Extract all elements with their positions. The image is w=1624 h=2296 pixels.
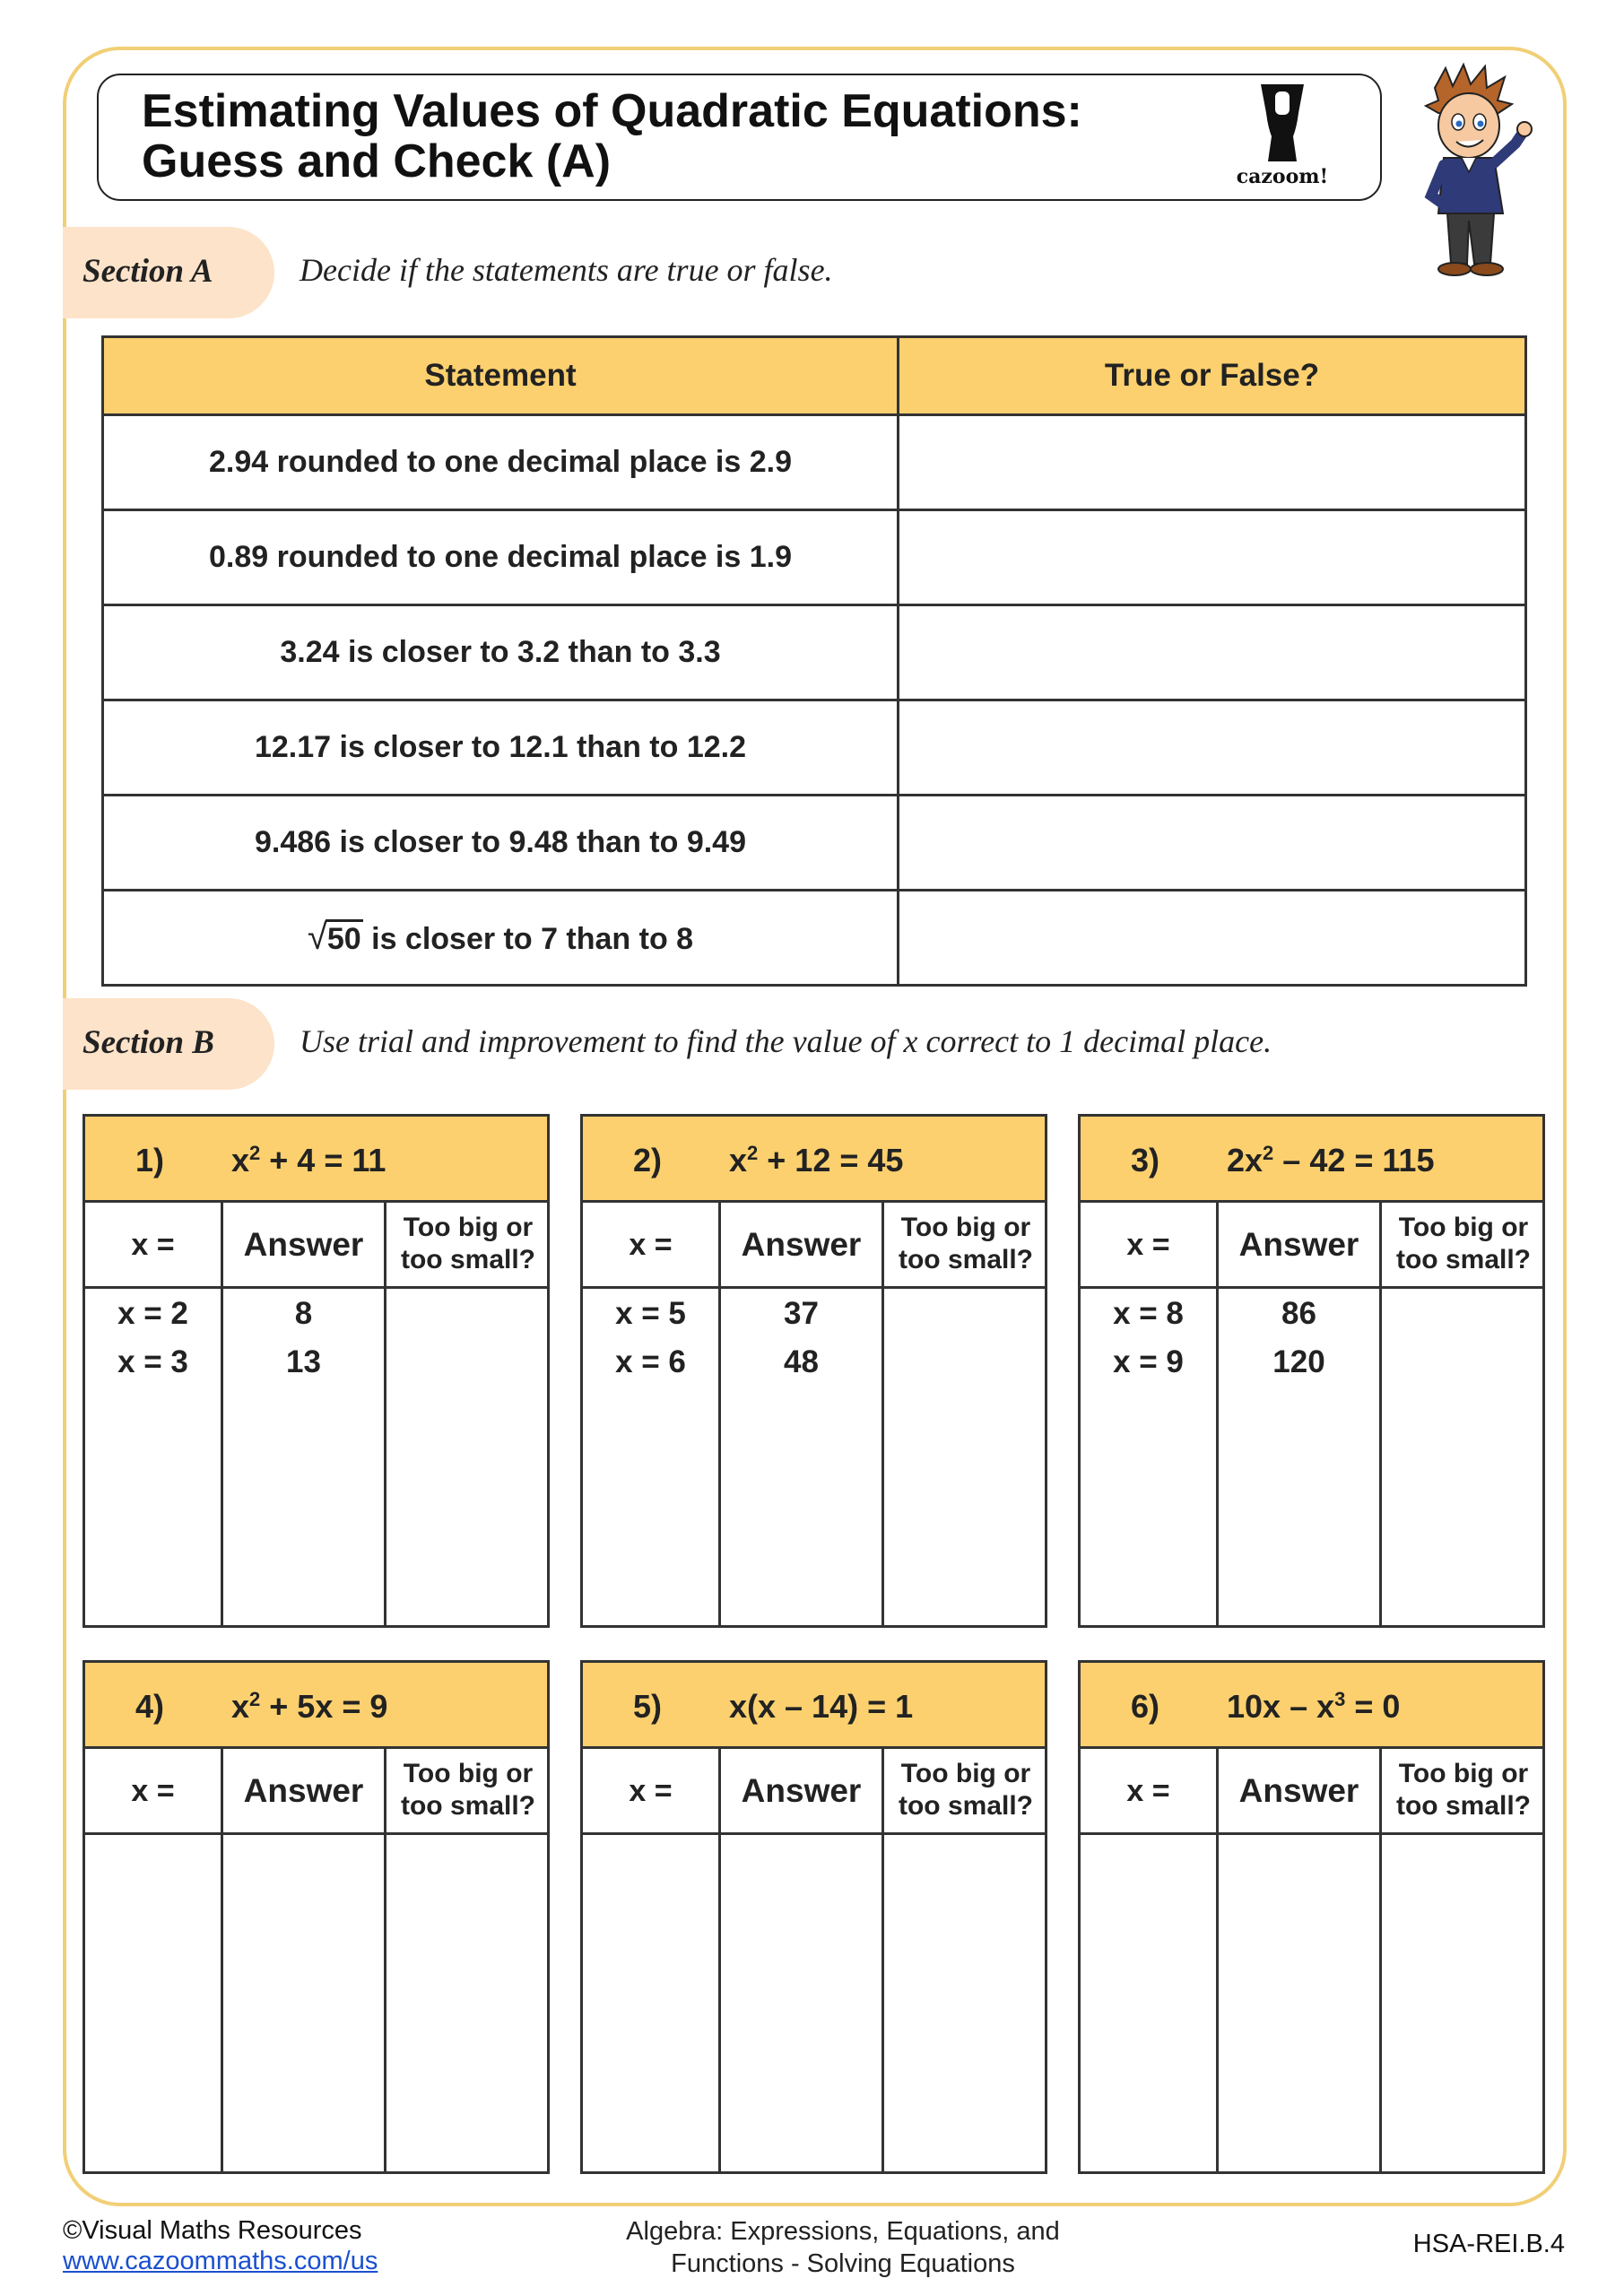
question-number: 4) <box>135 1688 165 1725</box>
too-big-small-header <box>386 1212 550 1276</box>
question-equation <box>729 1688 913 1726</box>
trial-x-value: x = 5 <box>615 1296 686 1331</box>
statement-cell: 9.486 is closer to 9.48 than to 9.49 <box>103 796 899 891</box>
question-header <box>583 1663 1045 1749</box>
question-box <box>1078 1660 1545 2174</box>
header-line: Too big or <box>900 1213 1031 1242</box>
header-line: too small? <box>898 1245 1033 1274</box>
answer-column-header: Answer <box>1238 1772 1359 1809</box>
answer-column-header: Answer <box>741 1226 862 1263</box>
equation-part: x <box>729 1142 748 1178</box>
question-box <box>580 1114 1047 1628</box>
question-number: 5) <box>633 1688 663 1725</box>
question-number: 1) <box>135 1142 165 1178</box>
table-row <box>103 796 1526 891</box>
too-big-small-header <box>386 1758 550 1822</box>
statement-cell <box>103 891 899 986</box>
boy-mascot-illustration <box>1399 61 1542 285</box>
equation-part: x <box>231 1688 250 1725</box>
column-divider <box>221 1203 223 1625</box>
answer-column-header: Answer <box>243 1226 364 1263</box>
question-box <box>580 1660 1047 2174</box>
header-line: too small? <box>898 1791 1033 1821</box>
trial-answer-value: 8 <box>294 1296 313 1331</box>
question-equation <box>231 1688 387 1726</box>
answer-cell[interactable] <box>899 605 1526 700</box>
square-root-icon: √ <box>307 918 327 957</box>
answer-column-header: Answer <box>243 1772 364 1809</box>
answer-cell[interactable] <box>899 700 1526 796</box>
answer-cell[interactable] <box>899 415 1526 510</box>
equation-part: + 12 = 45 <box>758 1142 904 1178</box>
x-column-header: x = <box>1126 1774 1170 1808</box>
too-big-small-header <box>884 1758 1047 1822</box>
equation-exponent: 3 <box>1334 1688 1346 1710</box>
question-equation <box>231 1142 386 1179</box>
section-b-tab <box>63 998 274 1090</box>
section-a-label: Section A <box>83 253 213 290</box>
question-equation <box>1227 1688 1400 1726</box>
copyright-text: ©Visual Maths Resources <box>63 2216 362 2245</box>
trial-answer-value: 13 <box>286 1344 321 1379</box>
answer-column-header: Answer <box>741 1772 862 1809</box>
footer-topic <box>574 2215 1112 2280</box>
equation-exponent: 2 <box>249 1688 261 1710</box>
logo-text: cazoom! <box>1236 165 1329 188</box>
x-column-header: x = <box>131 1774 175 1808</box>
table-header-row <box>103 337 1526 415</box>
question-equation <box>729 1142 903 1179</box>
answer-column-header: Answer <box>1238 1226 1359 1263</box>
statement-rest: is closer to 7 than to 8 <box>362 922 694 956</box>
question-header <box>583 1117 1045 1203</box>
table-row <box>103 891 1526 986</box>
radicand: 50 <box>326 919 363 956</box>
table-row <box>103 700 1526 796</box>
x-column-header: x = <box>629 1774 673 1808</box>
x-column-header: x = <box>629 1228 673 1262</box>
equation-part: + 5x = 9 <box>260 1688 388 1725</box>
too-big-small-header <box>1382 1758 1545 1822</box>
question-header <box>1081 1117 1542 1203</box>
logo-icon <box>1221 79 1343 165</box>
trial-answer-value: 48 <box>784 1344 819 1379</box>
section-a-instruction: Decide if the statements are true or false. <box>300 252 833 288</box>
equation-part: + 4 = 11 <box>260 1142 386 1178</box>
question-box <box>83 1114 550 1628</box>
true-false-table <box>101 335 1527 987</box>
title-line-1: Estimating Values of Quadratic Equations: <box>142 85 1082 137</box>
question-box <box>83 1660 550 2174</box>
equation-part: 2x <box>1227 1142 1264 1178</box>
equation-part: x <box>231 1142 250 1178</box>
table-row <box>103 510 1526 605</box>
column-divider <box>1216 1203 1219 1625</box>
topic-line-2: Functions - Solving Equations <box>671 2249 1015 2278</box>
column-divider <box>718 1203 721 1625</box>
question-number: 6) <box>1131 1688 1160 1725</box>
column-divider <box>221 1749 223 2171</box>
trial-x-value: x = 6 <box>615 1344 686 1379</box>
trial-x-value: x = 2 <box>117 1296 188 1331</box>
standard-code: HSA-REI.B.4 <box>1412 2230 1565 2258</box>
trial-answer-value: 37 <box>784 1296 819 1331</box>
equation-exponent: 2 <box>249 1142 261 1164</box>
cazoom-logo <box>1221 79 1343 187</box>
header-line: too small? <box>1395 1791 1531 1821</box>
statement-cell: 3.24 is closer to 3.2 than to 3.3 <box>103 605 899 700</box>
square-root-expression <box>308 918 363 958</box>
section-b-label: Section B <box>83 1024 214 1061</box>
header-line: too small? <box>400 1791 535 1821</box>
x-column-header: x = <box>1126 1228 1170 1262</box>
header-line: Too big or <box>403 1759 534 1788</box>
table-row <box>103 415 1526 510</box>
question-number: 3) <box>1131 1142 1160 1178</box>
equation-part: = 0 <box>1345 1688 1401 1725</box>
question-header <box>1081 1663 1542 1749</box>
equation-part: – 42 = 115 <box>1273 1142 1435 1178</box>
column-divider <box>718 1749 721 2171</box>
answer-cell[interactable] <box>899 891 1526 986</box>
title-line-2: Guess and Check (A) <box>142 135 612 187</box>
equation-part: 10x – x <box>1227 1688 1335 1725</box>
header-line: too small? <box>1395 1245 1531 1274</box>
question-number: 2) <box>633 1142 663 1178</box>
equation-exponent: 2 <box>1263 1142 1274 1164</box>
trial-x-value: x = 8 <box>1113 1296 1184 1331</box>
header-line: too small? <box>400 1245 535 1274</box>
header-line: Too big or <box>1398 1759 1529 1788</box>
page-title <box>142 86 1082 187</box>
footer-credits <box>63 2215 378 2276</box>
true-false-header: True or False? <box>899 337 1526 415</box>
statement-cell: 2.94 rounded to one decimal place is 2.9 <box>103 415 899 510</box>
too-big-small-header <box>884 1212 1047 1276</box>
statement-header: Statement <box>103 337 899 415</box>
equation-part: x(x – 14) = 1 <box>729 1688 914 1725</box>
header-line: Too big or <box>900 1759 1031 1788</box>
header-line: Too big or <box>403 1213 534 1242</box>
statement-cell: 12.17 is closer to 12.1 than to 12.2 <box>103 700 899 796</box>
too-big-small-header <box>1382 1212 1545 1276</box>
title-box <box>97 74 1382 201</box>
statement-cell: 0.89 rounded to one decimal place is 1.9 <box>103 510 899 605</box>
header-line: Too big or <box>1398 1213 1529 1242</box>
answer-cell[interactable] <box>899 510 1526 605</box>
section-b-instruction: Use trial and improvement to find the value of x correct to 1 decimal place. <box>300 1023 1272 1059</box>
website-link[interactable]: www.cazoommaths.com/us <box>63 2247 378 2275</box>
section-a-tab <box>63 227 274 318</box>
question-header <box>85 1117 547 1203</box>
topic-line-1: Algebra: Expressions, Equations, and <box>626 2217 1060 2246</box>
question-box <box>1078 1114 1545 1628</box>
trial-answer-value: 86 <box>1281 1296 1316 1331</box>
trial-answer-value: 120 <box>1272 1344 1325 1379</box>
x-column-header: x = <box>131 1228 175 1262</box>
question-header <box>85 1663 547 1749</box>
question-equation <box>1227 1142 1434 1179</box>
trial-x-value: x = 9 <box>1113 1344 1184 1379</box>
table-row <box>103 605 1526 700</box>
equation-exponent: 2 <box>747 1142 759 1164</box>
column-divider <box>1216 1749 1219 2171</box>
answer-cell[interactable] <box>899 796 1526 891</box>
trial-x-value: x = 3 <box>117 1344 188 1379</box>
